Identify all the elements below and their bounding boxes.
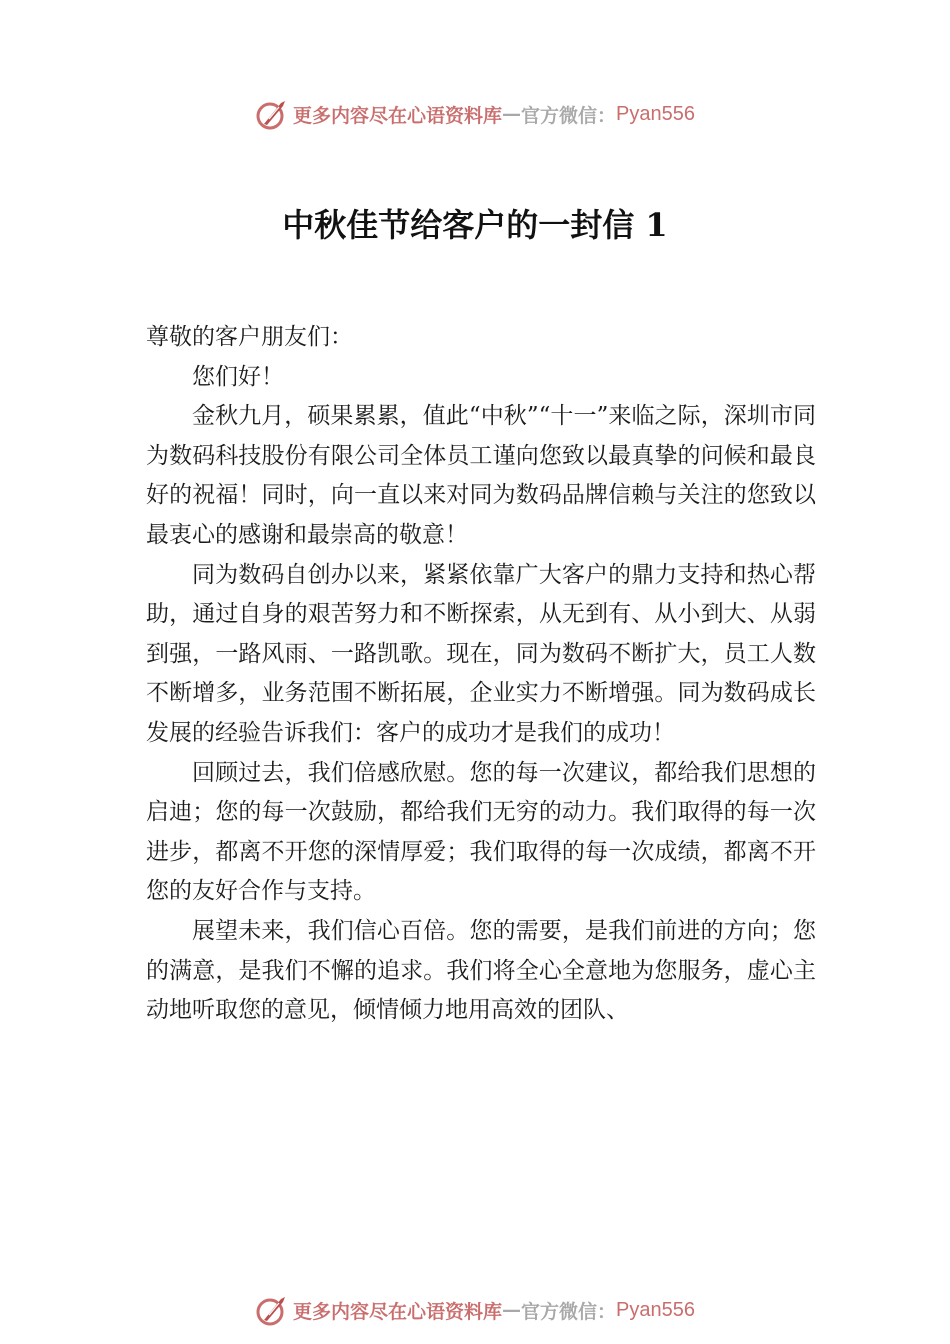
banner-separator: —	[502, 103, 522, 125]
letter-body	[146, 318, 816, 1031]
footer-wechat-label: 官方微信：	[521, 1300, 617, 1323]
footer-site-text: 更多内容尽在心语资料库	[293, 1300, 503, 1323]
document-title: 中秋佳节给客户的一封信 1	[282, 206, 668, 244]
quill-pen-circle-icon	[255, 97, 289, 131]
paragraph-4: 展望未来，我们信心百倍。您的需要，是我们前进的方向；您的满意，是我们不懈的追求。我们将全心全意地为您服务，虚心主动地听取您的意见，倾情倾力地用高效的团队、	[146, 917, 816, 1024]
paragraph-1: 金秋九月，硕果累累，值此“中秋”“十一”来临之际，深圳市同为数码科技股份有限公司全体员工谨向您致以最真挚的问候和最良好的祝福！同时，向一直以来对同为数码品牌信赖与关注的您致以最衷心的感谢和最崇高的敬意！	[146, 403, 816, 548]
footer-wechat-id: Pyan556	[616, 1298, 695, 1321]
banner-site-text: 更多内容尽在心语资料库	[293, 104, 503, 127]
salutation: 尊敬的客户朋友们：	[146, 324, 353, 350]
banner-wechat-id: Pyan556	[616, 102, 695, 125]
paragraph-2: 同为数码自创办以来，紧紧依靠广大客户的鼎力支持和热心帮助，通过自身的艰苦努力和不断探索，从无到有、从小到大、从弱到强，一路风雨、一路凯歌。现在，同为数码不断扩大，员工人数不断增多，业务范围不断拓展，企业实力不断增强。同为数码成长发展的经验告诉我们：客户的成功才是我们的成功！	[146, 561, 816, 746]
quill-pen-circle-icon	[255, 1293, 289, 1327]
greeting: 您们好！	[192, 363, 284, 390]
banner-wechat-label: 官方微信：	[521, 104, 617, 127]
footer-separator: —	[502, 1299, 522, 1321]
header-banner	[0, 94, 950, 134]
paragraph-3: 回顾过去，我们倍感欣慰。您的每一次建议，都给我们思想的启迪；您的每一次鼓励，都给我们无穷的动力。我们取得的每一次进步，都离不开您的深情厚爱；我们取得的每一次成绩，都离不开您的友好合作与支持。	[146, 759, 816, 905]
footer-banner	[0, 1290, 950, 1330]
